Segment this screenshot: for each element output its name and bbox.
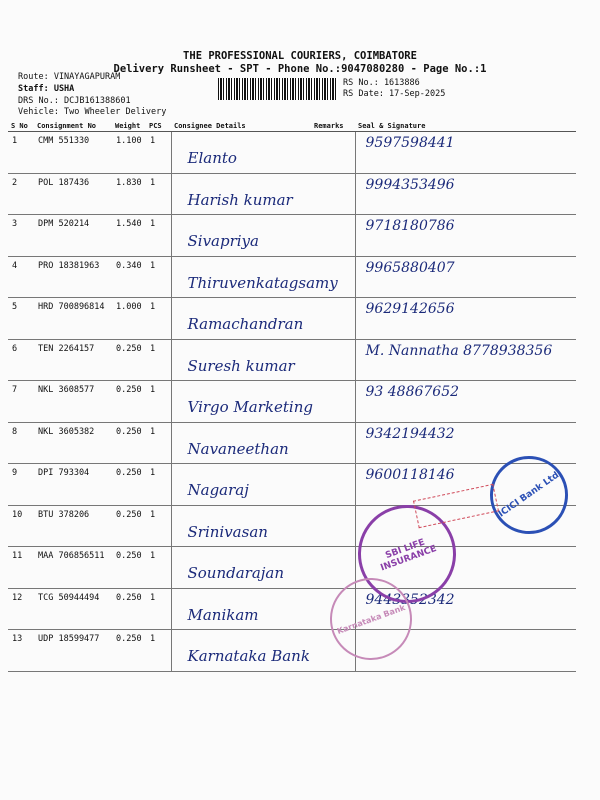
row-weight: 1.540 [112, 215, 146, 257]
row-consignee [171, 339, 311, 381]
row-pcs: 1 [146, 588, 171, 630]
table-row [8, 256, 576, 298]
row-remarks [311, 422, 355, 464]
vehicle-label: Vehicle: Two Wheeler Delivery [18, 107, 167, 117]
handwritten-consignee: Karnataka Bank [187, 647, 310, 665]
col-sno: S No [8, 120, 34, 132]
row-remarks [311, 173, 355, 215]
row-pcs: 1 [146, 298, 171, 340]
table-row [8, 630, 576, 672]
row-consignee [171, 215, 311, 257]
row-consignee [171, 547, 311, 589]
row-pcs: 1 [146, 256, 171, 298]
row-consignee [171, 464, 311, 506]
col-weight: Weight [112, 120, 146, 132]
handwritten-consignee: Elanto [187, 149, 237, 167]
row-consignment-no: PRO 18381963 [34, 256, 112, 298]
table-row [8, 215, 576, 257]
drs-number: DRS No.: DCJB161388601 [18, 96, 131, 106]
company-title: THE PROFESSIONAL COURIERS, COIMBATORE [183, 50, 417, 62]
row-pcs: 1 [146, 215, 171, 257]
row-weight: 0.250 [112, 464, 146, 506]
row-pcs: 1 [146, 547, 171, 589]
handwritten-consignee: Soundarajan [187, 564, 285, 582]
row-weight: 0.340 [112, 256, 146, 298]
table-row [8, 547, 576, 589]
handwritten-signature: 9600118146 [365, 467, 455, 483]
row-weight: 0.250 [112, 630, 146, 672]
row-signature [355, 339, 576, 381]
row-consignment-no: TCG 50944494 [34, 588, 112, 630]
table-row [8, 422, 576, 464]
handwritten-consignee: Navaneethan [187, 439, 289, 458]
row-consignee [171, 173, 311, 215]
row-consignment-no: HRD 700896814 [34, 298, 112, 340]
row-weight: 0.250 [112, 588, 146, 630]
runsheet-subtitle: Delivery Runsheet - SPT - Phone No.:9047080280 - Page No.:1 [113, 63, 487, 75]
rs-date: RS Date: 17-Sep-2025 [343, 89, 446, 99]
row-pcs: 1 [146, 132, 171, 174]
row-consignment-no: UDP 18599477 [34, 630, 112, 672]
handwritten-signature: 93 48867652 [365, 384, 460, 400]
row-remarks [311, 339, 355, 381]
row-consignment-no: NKL 3605382 [34, 422, 112, 464]
row-sno: 7 [8, 381, 34, 423]
row-sno: 5 [8, 298, 34, 340]
handwritten-signature: 9629142656 [365, 301, 455, 317]
row-consignment-no: TEN 2264157 [34, 339, 112, 381]
row-weight: 1.830 [112, 173, 146, 215]
row-consignment-no: DPM 520214 [34, 215, 112, 257]
table-row [8, 588, 576, 630]
row-sno: 11 [8, 547, 34, 589]
handwritten-consignee: Harish kumar [187, 190, 293, 209]
rs-number: RS No.: 1613886 [343, 78, 420, 88]
handwritten-consignee: Nagaraj [187, 481, 249, 499]
row-pcs: 1 [146, 630, 171, 672]
row-consignment-no: NKL 3608577 [34, 381, 112, 423]
table-row [8, 381, 576, 423]
handwritten-signature: 9597598441 [365, 135, 455, 151]
row-consignment-no: BTU 378206 [34, 505, 112, 547]
row-sno: 1 [8, 132, 34, 174]
col-consignment: Consignment No [34, 120, 112, 132]
row-consignment-no: POL 187436 [34, 173, 112, 215]
icici-bank-stamp: ICICI Bank Ltd [475, 441, 584, 550]
handwritten-signature: 9342194432 [365, 425, 455, 442]
row-weight: 0.250 [112, 339, 146, 381]
row-sno: 13 [8, 630, 34, 672]
row-pcs: 1 [146, 339, 171, 381]
row-consignee [171, 505, 311, 547]
row-consignee [171, 422, 311, 464]
row-remarks [311, 215, 355, 257]
table-row [8, 132, 576, 174]
row-consignee [171, 298, 311, 340]
row-consignment-no: CMM 551330 [34, 132, 112, 174]
row-signature [355, 173, 576, 215]
row-signature [355, 381, 576, 423]
row-remarks [311, 505, 355, 547]
runsheet-table [8, 120, 576, 672]
handwritten-signature: 9718180786 [365, 218, 455, 234]
row-weight: 1.100 [112, 132, 146, 174]
row-signature [355, 132, 576, 174]
handwritten-signature: M. Nannatha 8778938356 [365, 342, 553, 359]
row-remarks [311, 298, 355, 340]
handwritten-consignee: Virgo Marketing [187, 398, 313, 416]
col-signature: Seal & Signature [355, 120, 576, 132]
handwritten-signature: 9443352342 [365, 591, 455, 608]
col-consignee: Consignee Details [171, 120, 311, 132]
row-sno: 9 [8, 464, 34, 506]
row-signature [355, 298, 576, 340]
row-consignee [171, 630, 311, 672]
row-signature [355, 215, 576, 257]
karnataka-bank-stamp: Karnataka Bank [318, 566, 423, 671]
row-sno: 10 [8, 505, 34, 547]
row-remarks [311, 381, 355, 423]
row-sno: 12 [8, 588, 34, 630]
row-weight: 0.250 [112, 505, 146, 547]
handwritten-consignee: Sivapriya [187, 232, 259, 250]
row-weight: 0.250 [112, 547, 146, 589]
row-sno: 3 [8, 215, 34, 257]
row-signature [355, 256, 576, 298]
handwritten-consignee: Thiruvenkatagsamy [187, 273, 338, 292]
handwritten-consignee: Manikam [187, 605, 259, 624]
row-consignee [171, 588, 311, 630]
table-row [8, 339, 576, 381]
handwritten-signature: 9965880407 [365, 259, 455, 276]
row-weight: 1.000 [112, 298, 146, 340]
row-consignee [171, 381, 311, 423]
col-remarks: Remarks [311, 120, 355, 132]
col-pcs: PCS [146, 120, 171, 132]
table-header-row [8, 120, 576, 132]
row-consignment-no: MAA 706856511 [34, 547, 112, 589]
row-pcs: 1 [146, 505, 171, 547]
row-weight: 0.250 [112, 381, 146, 423]
row-pcs: 1 [146, 381, 171, 423]
insurance-stamp: SBI LIFE INSURANCE [344, 491, 470, 617]
row-consignment-no: DPI 793304 [34, 464, 112, 506]
handwritten-consignee: Ramachandran [187, 315, 304, 333]
row-weight: 0.250 [112, 422, 146, 464]
row-pcs: 1 [146, 464, 171, 506]
handwritten-consignee: Srinivasan [187, 522, 268, 541]
barcode [218, 78, 338, 100]
table-row [8, 298, 576, 340]
staff-label: Staff: USHA [18, 84, 75, 94]
row-consignee [171, 132, 311, 174]
handwritten-consignee: Suresh kumar [187, 356, 295, 375]
row-sno: 6 [8, 339, 34, 381]
row-sno: 2 [8, 173, 34, 215]
row-remarks [311, 547, 355, 589]
row-consignee [171, 256, 338, 298]
row-sno: 8 [8, 422, 34, 464]
row-pcs: 1 [146, 173, 171, 215]
handwritten-signature: 9994353496 [365, 176, 455, 193]
route-label: Route: VINAYAGAPURAM [18, 72, 121, 82]
row-remarks [311, 132, 355, 174]
row-remarks [311, 464, 355, 506]
row-sno: 4 [8, 256, 34, 298]
row-pcs: 1 [146, 422, 171, 464]
table-row [8, 173, 576, 215]
